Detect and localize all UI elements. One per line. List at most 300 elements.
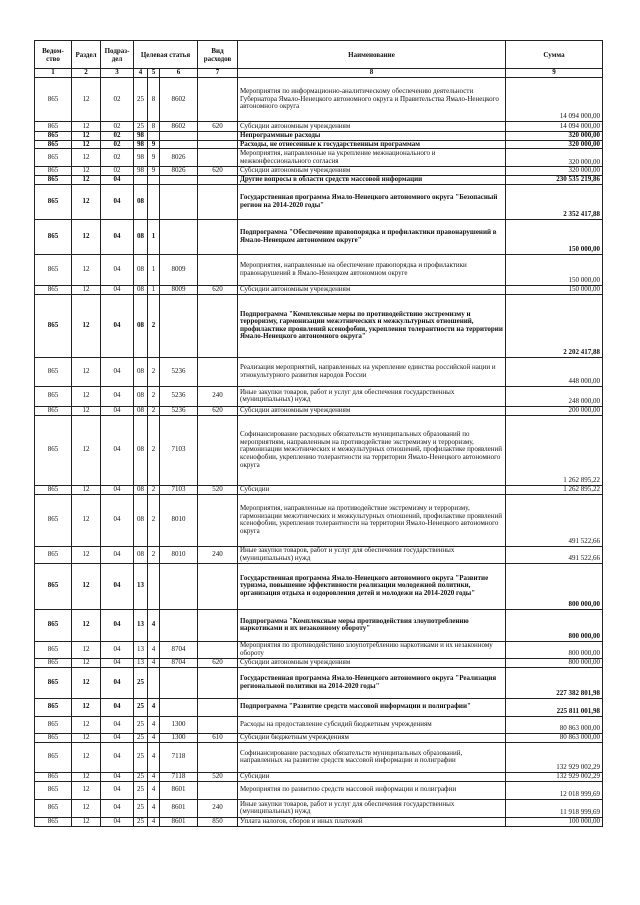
cell-summa: 491 522,66 bbox=[506, 494, 603, 546]
cell-podrazdel: 04 bbox=[101, 294, 134, 357]
cell-naimenovanie: Другие вопросы в области средств массовой информации bbox=[238, 175, 506, 184]
cell-summa: 132 929 002,29 bbox=[506, 742, 603, 772]
cell-subprogram: 8 bbox=[148, 78, 160, 122]
cell-program: 13 bbox=[134, 658, 148, 667]
cell-razdel: 12 bbox=[72, 799, 101, 817]
cell-direction: 7103 bbox=[160, 415, 198, 485]
budget-table bbox=[34, 40, 603, 827]
cell-summa: 1 262 895,22 bbox=[506, 485, 603, 494]
cell-naimenovanie: Мероприятия по развитию средств массовой информации и полиграфии bbox=[238, 781, 506, 799]
cell-summa: 800 000,00 bbox=[506, 658, 603, 667]
cell-direction bbox=[160, 219, 198, 254]
cell-program: 25 bbox=[134, 78, 148, 122]
table-row bbox=[35, 357, 603, 386]
cell-vid-rashodov bbox=[198, 415, 238, 485]
table-row bbox=[35, 386, 603, 406]
column-number: 3 bbox=[101, 69, 134, 78]
cell-podrazdel: 04 bbox=[101, 667, 134, 698]
column-number: 8 bbox=[238, 69, 506, 78]
cell-vedomstvo: 865 bbox=[35, 609, 72, 641]
cell-direction bbox=[160, 184, 198, 219]
cell-subprogram: 1 bbox=[148, 219, 160, 254]
cell-direction: 1300 bbox=[160, 716, 198, 733]
cell-naimenovanie: Подпрограмма "Комплексные меры по противодействию экстремизму и терроризму, гармонизации межэтнических и межкультурных отношений, профилактике проявлений ксенофобии, укрепления толерантности на территории Ямало-Ненецкого автономного округа" bbox=[238, 294, 506, 357]
cell-direction: 8010 bbox=[160, 546, 198, 563]
cell-razdel: 12 bbox=[72, 122, 101, 132]
cell-vedomstvo: 865 bbox=[35, 357, 72, 386]
cell-naimenovanie: Государственная программа Ямало-Ненецкого автономного округа "Безопасный регион на 2014-2020 годы" bbox=[238, 184, 506, 219]
cell-naimenovanie: Уплата налогов, сборов и иных платежей bbox=[238, 817, 506, 826]
cell-vedomstvo: 865 bbox=[35, 285, 72, 294]
table-row bbox=[35, 609, 603, 641]
cell-razdel: 12 bbox=[72, 132, 101, 141]
cell-summa: 2 352 417,88 bbox=[506, 184, 603, 219]
cell-direction bbox=[160, 698, 198, 716]
cell-podrazdel: 04 bbox=[101, 698, 134, 716]
cell-direction: 5236 bbox=[160, 357, 198, 386]
cell-summa: 320 000,00 bbox=[506, 132, 603, 141]
cell-naimenovanie: Субсидии bbox=[238, 485, 506, 494]
cell-subprogram: 4 bbox=[148, 641, 160, 658]
cell-vid-rashodov bbox=[198, 563, 238, 609]
cell-direction bbox=[160, 132, 198, 141]
cell-razdel: 12 bbox=[72, 78, 101, 122]
cell-direction: 5236 bbox=[160, 406, 198, 415]
cell-podrazdel: 04 bbox=[101, 415, 134, 485]
cell-direction: 8026 bbox=[160, 167, 198, 176]
cell-program: 08 bbox=[134, 357, 148, 386]
cell-vedomstvo: 865 bbox=[35, 563, 72, 609]
cell-subprogram: 2 bbox=[148, 415, 160, 485]
cell-vid-rashodov bbox=[198, 140, 238, 149]
cell-razdel: 12 bbox=[72, 563, 101, 609]
cell-direction bbox=[160, 609, 198, 641]
table-row bbox=[35, 781, 603, 799]
cell-podrazdel: 02 bbox=[101, 78, 134, 122]
cell-vid-rashodov: 520 bbox=[198, 772, 238, 781]
cell-direction: 8602 bbox=[160, 78, 198, 122]
cell-subprogram: 2 bbox=[148, 546, 160, 563]
header-celevaya-statya: Целевая статья bbox=[134, 41, 198, 69]
cell-podrazdel: 04 bbox=[101, 733, 134, 742]
table-row bbox=[35, 149, 603, 167]
cell-podrazdel: 04 bbox=[101, 219, 134, 254]
cell-naimenovanie: Государственная программа Ямало-Ненецкого автономного округа "Реализация региональной политики на 2014-2020 годы" bbox=[238, 667, 506, 698]
cell-vedomstvo: 865 bbox=[35, 817, 72, 826]
cell-summa: 248 000,00 bbox=[506, 386, 603, 406]
cell-podrazdel: 04 bbox=[101, 546, 134, 563]
cell-summa: 132 929 002,29 bbox=[506, 772, 603, 781]
cell-direction bbox=[160, 294, 198, 357]
cell-vedomstvo: 865 bbox=[35, 386, 72, 406]
cell-summa: 150 000,00 bbox=[506, 254, 603, 285]
cell-subprogram bbox=[148, 563, 160, 609]
cell-vid-rashodov: 620 bbox=[198, 285, 238, 294]
cell-vid-rashodov bbox=[198, 716, 238, 733]
table-row bbox=[35, 494, 603, 546]
cell-program: 08 bbox=[134, 294, 148, 357]
cell-naimenovanie: Мероприятия, направленные на обеспечение правопорядка и профилактики правонарушений в Ямало-Ненецком автономном округе bbox=[238, 254, 506, 285]
cell-subprogram: 9 bbox=[148, 149, 160, 167]
table-row bbox=[35, 546, 603, 563]
cell-naimenovanie: Подпрограмма "Развитие средств массовой информации и полиграфии" bbox=[238, 698, 506, 716]
cell-podrazdel: 02 bbox=[101, 132, 134, 141]
cell-program: 25 bbox=[134, 772, 148, 781]
cell-direction bbox=[160, 140, 198, 149]
cell-direction bbox=[160, 563, 198, 609]
cell-summa: 11 918 999,69 bbox=[506, 799, 603, 817]
cell-subprogram: 4 bbox=[148, 609, 160, 641]
table-body bbox=[35, 78, 603, 827]
cell-vid-rashodov bbox=[198, 641, 238, 658]
header-summa: Сумма bbox=[506, 41, 603, 69]
cell-naimenovanie: Расходы, не отнесенные к государственным программам bbox=[238, 140, 506, 149]
cell-vid-rashodov: 620 bbox=[198, 122, 238, 132]
column-number: 2 bbox=[72, 69, 101, 78]
cell-program: 08 bbox=[134, 184, 148, 219]
cell-summa: 150 000,00 bbox=[506, 219, 603, 254]
cell-summa: 320 000,00 bbox=[506, 140, 603, 149]
cell-direction: 8009 bbox=[160, 285, 198, 294]
cell-subprogram: 4 bbox=[148, 799, 160, 817]
cell-naimenovanie: Иные закупки товаров, работ и услуг для обеспечения государственных (муниципальных) нужд bbox=[238, 386, 506, 406]
cell-vid-rashodov bbox=[198, 78, 238, 122]
cell-razdel: 12 bbox=[72, 184, 101, 219]
cell-razdel: 12 bbox=[72, 386, 101, 406]
cell-podrazdel: 04 bbox=[101, 772, 134, 781]
cell-direction: 8704 bbox=[160, 641, 198, 658]
cell-naimenovanie: Непрограммные расходы bbox=[238, 132, 506, 141]
cell-razdel: 12 bbox=[72, 641, 101, 658]
table-row bbox=[35, 406, 603, 415]
cell-direction: 8010 bbox=[160, 494, 198, 546]
cell-program: 08 bbox=[134, 485, 148, 494]
column-number: 1 bbox=[35, 69, 72, 78]
cell-subprogram: 4 bbox=[148, 817, 160, 826]
cell-podrazdel: 02 bbox=[101, 122, 134, 132]
cell-podrazdel: 04 bbox=[101, 658, 134, 667]
cell-vid-rashodov bbox=[198, 609, 238, 641]
cell-vedomstvo: 865 bbox=[35, 175, 72, 184]
table-row bbox=[35, 742, 603, 772]
cell-vedomstvo: 865 bbox=[35, 641, 72, 658]
cell-vedomstvo: 865 bbox=[35, 415, 72, 485]
table-row bbox=[35, 175, 603, 184]
cell-subprogram bbox=[148, 184, 160, 219]
cell-vid-rashodov: 620 bbox=[198, 658, 238, 667]
cell-program: 98 bbox=[134, 132, 148, 141]
cell-vedomstvo: 865 bbox=[35, 494, 72, 546]
table-row bbox=[35, 716, 603, 733]
cell-subprogram: 2 bbox=[148, 406, 160, 415]
header-vid-rashodov: Вид расходов bbox=[198, 41, 238, 69]
cell-vedomstvo: 865 bbox=[35, 78, 72, 122]
cell-razdel: 12 bbox=[72, 733, 101, 742]
cell-razdel: 12 bbox=[72, 406, 101, 415]
cell-naimenovanie: Субсидии автономным учреждениям bbox=[238, 285, 506, 294]
cell-subprogram: 9 bbox=[148, 167, 160, 176]
cell-naimenovanie: Расходы на предоставление субсидий бюджетным учреждениям bbox=[238, 716, 506, 733]
cell-vedomstvo: 865 bbox=[35, 716, 72, 733]
table-row bbox=[35, 799, 603, 817]
cell-vid-rashodov bbox=[198, 698, 238, 716]
cell-subprogram: 2 bbox=[148, 485, 160, 494]
cell-vedomstvo: 865 bbox=[35, 132, 72, 141]
cell-vid-rashodov: 520 bbox=[198, 485, 238, 494]
cell-summa: 320 000,00 bbox=[506, 167, 603, 176]
cell-summa: 491 522,66 bbox=[506, 546, 603, 563]
cell-summa: 800 000,00 bbox=[506, 609, 603, 641]
cell-subprogram: 9 bbox=[148, 140, 160, 149]
column-number: 9 bbox=[506, 69, 603, 78]
cell-program: 25 bbox=[134, 817, 148, 826]
cell-razdel: 12 bbox=[72, 698, 101, 716]
cell-naimenovanie: Подпрограмма "Комплексные меры противодействия злоупотреблению наркотиками и их незаконному обороту" bbox=[238, 609, 506, 641]
cell-naimenovanie: Субсидии автономным учреждениям bbox=[238, 122, 506, 132]
cell-subprogram: 4 bbox=[148, 742, 160, 772]
cell-naimenovanie: Иные закупки товаров, работ и услуг для обеспечения государственных (муниципальных) нужд bbox=[238, 546, 506, 563]
column-number-row bbox=[35, 69, 603, 78]
cell-naimenovanie: Мероприятия по противодействию злоупотреблению наркотиками и их незаконному обороту bbox=[238, 641, 506, 658]
cell-vid-rashodov: 620 bbox=[198, 406, 238, 415]
cell-subprogram: 1 bbox=[148, 285, 160, 294]
cell-vid-rashodov bbox=[198, 781, 238, 799]
cell-podrazdel: 04 bbox=[101, 563, 134, 609]
cell-razdel: 12 bbox=[72, 546, 101, 563]
cell-naimenovanie: Мероприятия по информационно-аналитическому обеспечению деятельности Губернатора Ямало-Ненецкого автономного округа и Правительства Ямало-Ненецкого автономного округа bbox=[238, 78, 506, 122]
cell-summa: 448 000,00 bbox=[506, 357, 603, 386]
cell-naimenovanie: Субсидии автономным учреждениям bbox=[238, 167, 506, 176]
cell-subprogram: 1 bbox=[148, 254, 160, 285]
cell-direction: 7118 bbox=[160, 742, 198, 772]
cell-podrazdel: 04 bbox=[101, 485, 134, 494]
cell-vedomstvo: 865 bbox=[35, 772, 72, 781]
table-row bbox=[35, 698, 603, 716]
cell-subprogram bbox=[148, 175, 160, 184]
column-number: 6 bbox=[160, 69, 198, 78]
cell-razdel: 12 bbox=[72, 772, 101, 781]
cell-direction bbox=[160, 667, 198, 698]
cell-program: 08 bbox=[134, 219, 148, 254]
cell-vedomstvo: 865 bbox=[35, 254, 72, 285]
cell-direction: 1300 bbox=[160, 733, 198, 742]
cell-razdel: 12 bbox=[72, 357, 101, 386]
table-row bbox=[35, 78, 603, 122]
table-row bbox=[35, 667, 603, 698]
cell-razdel: 12 bbox=[72, 781, 101, 799]
cell-summa: 14 094 000,00 bbox=[506, 78, 603, 122]
table-row bbox=[35, 254, 603, 285]
cell-direction: 7118 bbox=[160, 772, 198, 781]
cell-razdel: 12 bbox=[72, 494, 101, 546]
cell-direction: 8704 bbox=[160, 658, 198, 667]
cell-direction bbox=[160, 175, 198, 184]
cell-program: 08 bbox=[134, 546, 148, 563]
cell-vedomstvo: 865 bbox=[35, 658, 72, 667]
cell-subprogram: 4 bbox=[148, 698, 160, 716]
cell-summa: 225 811 001,98 bbox=[506, 698, 603, 716]
cell-vedomstvo: 865 bbox=[35, 667, 72, 698]
cell-naimenovanie: Субсидии бюджетным учреждениям bbox=[238, 733, 506, 742]
cell-podrazdel: 04 bbox=[101, 494, 134, 546]
header-naimenovanie: Наименование bbox=[238, 41, 506, 69]
cell-program: 25 bbox=[134, 698, 148, 716]
cell-direction: 8009 bbox=[160, 254, 198, 285]
cell-naimenovanie: Реализация мероприятий, направленных на укрепление единства российской нации и этнокультурного развития народов России bbox=[238, 357, 506, 386]
cell-direction: 8601 bbox=[160, 817, 198, 826]
cell-program: 08 bbox=[134, 254, 148, 285]
cell-naimenovanie: Субсидии автономным учреждениям bbox=[238, 406, 506, 415]
column-number: 4 bbox=[134, 69, 148, 78]
cell-program: 08 bbox=[134, 386, 148, 406]
cell-podrazdel: 04 bbox=[101, 742, 134, 772]
cell-vedomstvo: 865 bbox=[35, 294, 72, 357]
cell-vedomstvo: 865 bbox=[35, 122, 72, 132]
cell-vid-rashodov bbox=[198, 494, 238, 546]
cell-podrazdel: 04 bbox=[101, 799, 134, 817]
cell-vid-rashodov bbox=[198, 184, 238, 219]
cell-vedomstvo: 865 bbox=[35, 698, 72, 716]
cell-razdel: 12 bbox=[72, 817, 101, 826]
cell-razdel: 12 bbox=[72, 175, 101, 184]
cell-vedomstvo: 865 bbox=[35, 781, 72, 799]
cell-vid-rashodov bbox=[198, 149, 238, 167]
cell-podrazdel: 04 bbox=[101, 641, 134, 658]
cell-summa: 320 000,00 bbox=[506, 149, 603, 167]
cell-naimenovanie: Иные закупки товаров, работ и услуг для обеспечения государственных (муниципальных) нужд bbox=[238, 799, 506, 817]
cell-program: 08 bbox=[134, 406, 148, 415]
cell-program: 13 bbox=[134, 563, 148, 609]
cell-summa: 800 000,00 bbox=[506, 641, 603, 658]
cell-razdel: 12 bbox=[72, 415, 101, 485]
cell-naimenovanie: Субсидии автономным учреждениям bbox=[238, 658, 506, 667]
cell-vedomstvo: 865 bbox=[35, 733, 72, 742]
cell-program: 25 bbox=[134, 781, 148, 799]
cell-program: 25 bbox=[134, 122, 148, 132]
table-row bbox=[35, 563, 603, 609]
table-row bbox=[35, 485, 603, 494]
table-row bbox=[35, 294, 603, 357]
header-podrazdel: Подраз-дел bbox=[101, 41, 134, 69]
cell-summa: 227 382 801,98 bbox=[506, 667, 603, 698]
table-row bbox=[35, 817, 603, 826]
cell-summa: 2 202 417,88 bbox=[506, 294, 603, 357]
cell-summa: 150 000,00 bbox=[506, 285, 603, 294]
cell-direction: 8026 bbox=[160, 149, 198, 167]
cell-vedomstvo: 865 bbox=[35, 406, 72, 415]
cell-naimenovanie: Подпрограмма "Обеспечение правопорядка и профилактики правонарушений в Ямало-Ненецком автономном округе" bbox=[238, 219, 506, 254]
table-row bbox=[35, 132, 603, 141]
cell-naimenovanie: Софинансирование расходных обязательств муниципальных образований по мероприятиям, направленным на противодействие экстремизму и терроризму, гармонизации межэтнических и межкультурных отношений, профилактике проявлений ксенофобии, укреплению толерантности на территории Ямало-Ненецкого автономного округа bbox=[238, 415, 506, 485]
cell-vedomstvo: 865 bbox=[35, 546, 72, 563]
cell-vid-rashodov bbox=[198, 294, 238, 357]
cell-podrazdel: 04 bbox=[101, 357, 134, 386]
cell-vedomstvo: 865 bbox=[35, 149, 72, 167]
cell-podrazdel: 04 bbox=[101, 254, 134, 285]
budget-sheet bbox=[34, 40, 602, 827]
cell-subprogram: 2 bbox=[148, 386, 160, 406]
cell-razdel: 12 bbox=[72, 485, 101, 494]
cell-vedomstvo: 865 bbox=[35, 184, 72, 219]
cell-podrazdel: 04 bbox=[101, 184, 134, 219]
cell-summa: 200 000,00 bbox=[506, 406, 603, 415]
cell-razdel: 12 bbox=[72, 140, 101, 149]
cell-program: 13 bbox=[134, 641, 148, 658]
cell-podrazdel: 04 bbox=[101, 716, 134, 733]
column-number: 7 bbox=[198, 69, 238, 78]
cell-vid-rashodov: 240 bbox=[198, 546, 238, 563]
cell-program: 98 bbox=[134, 149, 148, 167]
cell-podrazdel: 02 bbox=[101, 140, 134, 149]
header-razdel: Раздел bbox=[72, 41, 101, 69]
cell-vedomstvo: 865 bbox=[35, 140, 72, 149]
cell-program: 08 bbox=[134, 415, 148, 485]
table-row bbox=[35, 285, 603, 294]
cell-summa: 12 018 999,69 bbox=[506, 781, 603, 799]
cell-program: 13 bbox=[134, 609, 148, 641]
cell-vid-rashodov bbox=[198, 254, 238, 285]
cell-summa: 14 094 000,00 bbox=[506, 122, 603, 132]
cell-razdel: 12 bbox=[72, 742, 101, 772]
cell-subprogram bbox=[148, 132, 160, 141]
cell-vid-rashodov bbox=[198, 667, 238, 698]
cell-podrazdel: 04 bbox=[101, 781, 134, 799]
cell-podrazdel: 04 bbox=[101, 175, 134, 184]
cell-program: 25 bbox=[134, 733, 148, 742]
cell-podrazdel: 04 bbox=[101, 386, 134, 406]
cell-vid-rashodov bbox=[198, 219, 238, 254]
column-number: 5 bbox=[148, 69, 160, 78]
cell-naimenovanie: Софинансирование расходных обязательств муниципальных образований, направленных на развитие средств массовой информации и полиграфии bbox=[238, 742, 506, 772]
header-vedomstvo: Ведом-ство bbox=[35, 41, 72, 69]
table-row bbox=[35, 772, 603, 781]
cell-vid-rashodov bbox=[198, 742, 238, 772]
cell-program: 25 bbox=[134, 716, 148, 733]
cell-subprogram bbox=[148, 667, 160, 698]
cell-program: 25 bbox=[134, 667, 148, 698]
cell-podrazdel: 04 bbox=[101, 817, 134, 826]
cell-vid-rashodov: 240 bbox=[198, 799, 238, 817]
cell-razdel: 12 bbox=[72, 716, 101, 733]
cell-podrazdel: 02 bbox=[101, 149, 134, 167]
cell-program: 25 bbox=[134, 742, 148, 772]
cell-podrazdel: 04 bbox=[101, 609, 134, 641]
cell-subprogram: 2 bbox=[148, 494, 160, 546]
cell-direction: 7103 bbox=[160, 485, 198, 494]
cell-razdel: 12 bbox=[72, 219, 101, 254]
table-row bbox=[35, 415, 603, 485]
cell-program: 98 bbox=[134, 140, 148, 149]
cell-podrazdel: 04 bbox=[101, 406, 134, 415]
cell-program bbox=[134, 175, 148, 184]
cell-subprogram: 2 bbox=[148, 294, 160, 357]
cell-naimenovanie: Мероприятия, направленные на укрепление межнационального и межконфессионального согласия bbox=[238, 149, 506, 167]
table-row bbox=[35, 219, 603, 254]
cell-vid-rashodov bbox=[198, 132, 238, 141]
cell-direction: 8601 bbox=[160, 781, 198, 799]
cell-razdel: 12 bbox=[72, 294, 101, 357]
cell-vedomstvo: 865 bbox=[35, 167, 72, 176]
cell-subprogram: 4 bbox=[148, 716, 160, 733]
cell-summa: 1 262 895,22 bbox=[506, 415, 603, 485]
table-row bbox=[35, 184, 603, 219]
cell-direction: 5236 bbox=[160, 386, 198, 406]
cell-summa: 80 863 000,00 bbox=[506, 733, 603, 742]
cell-subprogram: 2 bbox=[148, 357, 160, 386]
cell-program: 08 bbox=[134, 285, 148, 294]
cell-summa: 100 000,00 bbox=[506, 817, 603, 826]
cell-summa: 800 000,00 bbox=[506, 563, 603, 609]
